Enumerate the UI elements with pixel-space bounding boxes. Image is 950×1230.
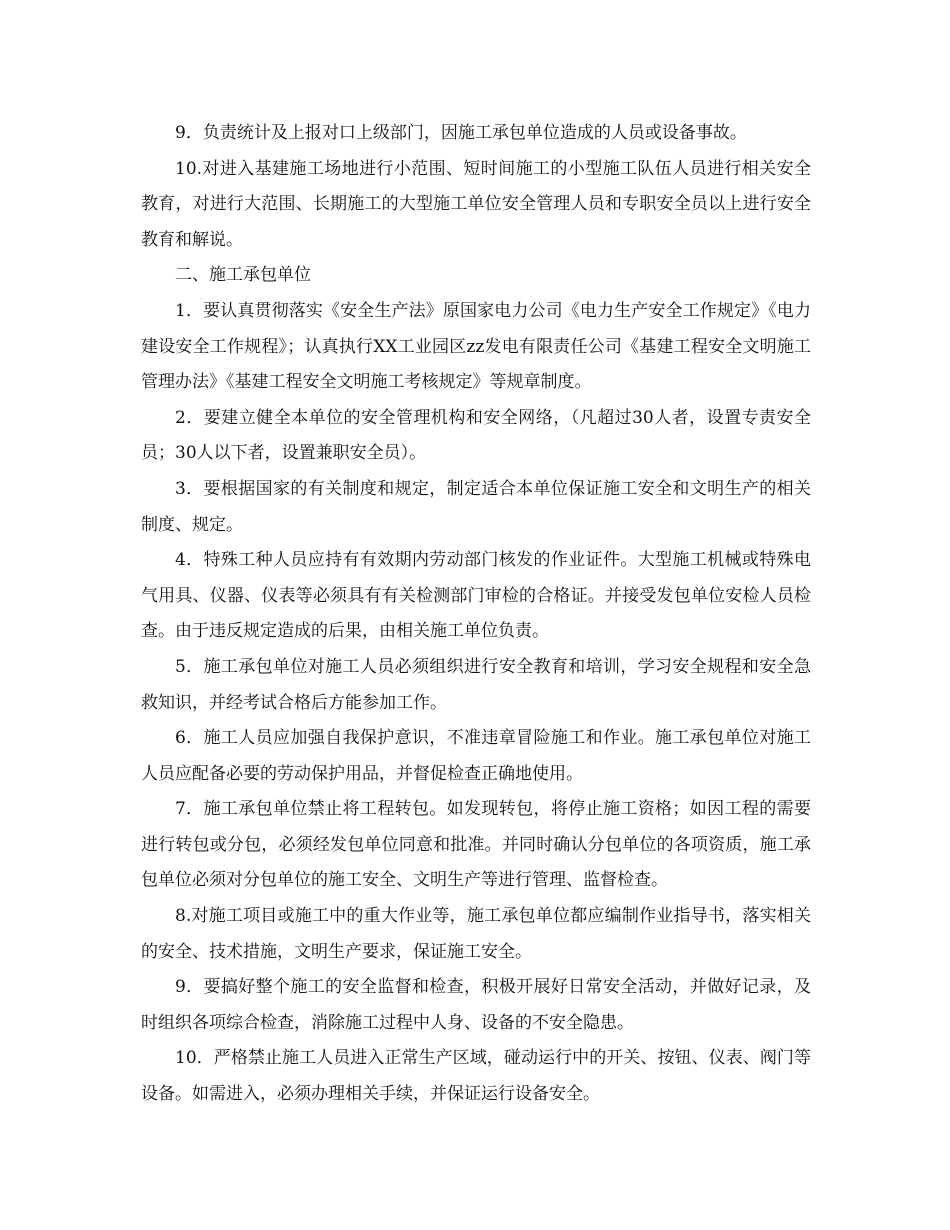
paragraph-contractor-3: 3．要根据国家的有关制度和规定，制定适合本单位保证施工安全和文明生产的相关制度、规定。 <box>141 478 811 535</box>
section-heading-contractor: 二、施工承包单位 <box>175 265 311 286</box>
paragraph-contractor-8: 8.对施工项目或施工中的重大作业等，施工承包单位都应编制作业指导书，落实相关的安全、技术措施，文明生产要求，保证施工安全。 <box>141 906 811 962</box>
paragraph-contractor-2: 2．要建立健全本单位的安全管理机构和安全网络，（凡超过30人者，设置专责安全员；30人以下者，设置兼职安全员）。 <box>141 407 811 464</box>
paragraph-contractor-1: 1．要认真贯彻落实《安全生产法》原国家电力公司《电力生产安全工作规定》《电力建设安全工作规程》；认真执行XX工业园区zz发电有限责任公司《基建工程安全文明施工管理办法》《基建工程安全文明施工考核规定》等规章制度。 <box>141 300 811 393</box>
paragraph-contractor-5: 5．施工承包单位对施工人员必须组织进行安全教育和培训，学习安全规程和安全急救知识，并经考试合格后方能参加工作。 <box>141 656 811 713</box>
document-page <box>141 116 811 1113</box>
paragraph-contractor-4: 4．特殊工种人员应持有有效期内劳动部门核发的作业证件。大型施工机械或特殊电气用具、仪器、仪表等必须具有有关检测部门审检的合格证。并接受发包单位安检人员检查。由于违反规定造成的后果，由相关施工单位负责。 <box>141 550 811 642</box>
paragraph-contractor-10: 10．严格禁止施工人员进入正常生产区域，碰动运行中的开关、按钮、仪表、阀门等设备。如需进入，必须办理相关手续，并保证运行设备安全。 <box>141 1048 811 1105</box>
paragraph-item-10-education: 10.对进入基建施工场地进行小范围、短时间施工的小型施工队伍人员进行相关安全教育，对进行大范围、长期施工的大型施工单位安全管理人员和专职安全员以上进行安全教育和解说。 <box>141 158 811 250</box>
paragraph-contractor-9: 9．要搞好整个施工的安全监督和检查，积极开展好日常安全活动，并做好记录，及时组织各项综合检查，消除施工过程中人身、设备的不安全隐患。 <box>141 977 811 1033</box>
paragraph-item-9-report: 9．负责统计及上报对口上级部门，因施工承包单位造成的人员或设备事故。 <box>175 123 747 143</box>
paragraph-contractor-6: 6．施工人员应加强自我保护意识，不准违章冒险施工和作业。施工承包单位对施工人员应配备必要的劳动保护用品，并督促检查正确地使用。 <box>141 728 811 784</box>
paragraph-contractor-7: 7．施工承包单位禁止将工程转包。如发现转包，将停止施工资格；如因工程的需要进行转包或分包，必须经发包单位同意和批准。并同时确认分包单位的各项资质，施工承包单位必须对分包单位的施工安全、文明生产等进行管理、监督检查。 <box>141 799 811 891</box>
